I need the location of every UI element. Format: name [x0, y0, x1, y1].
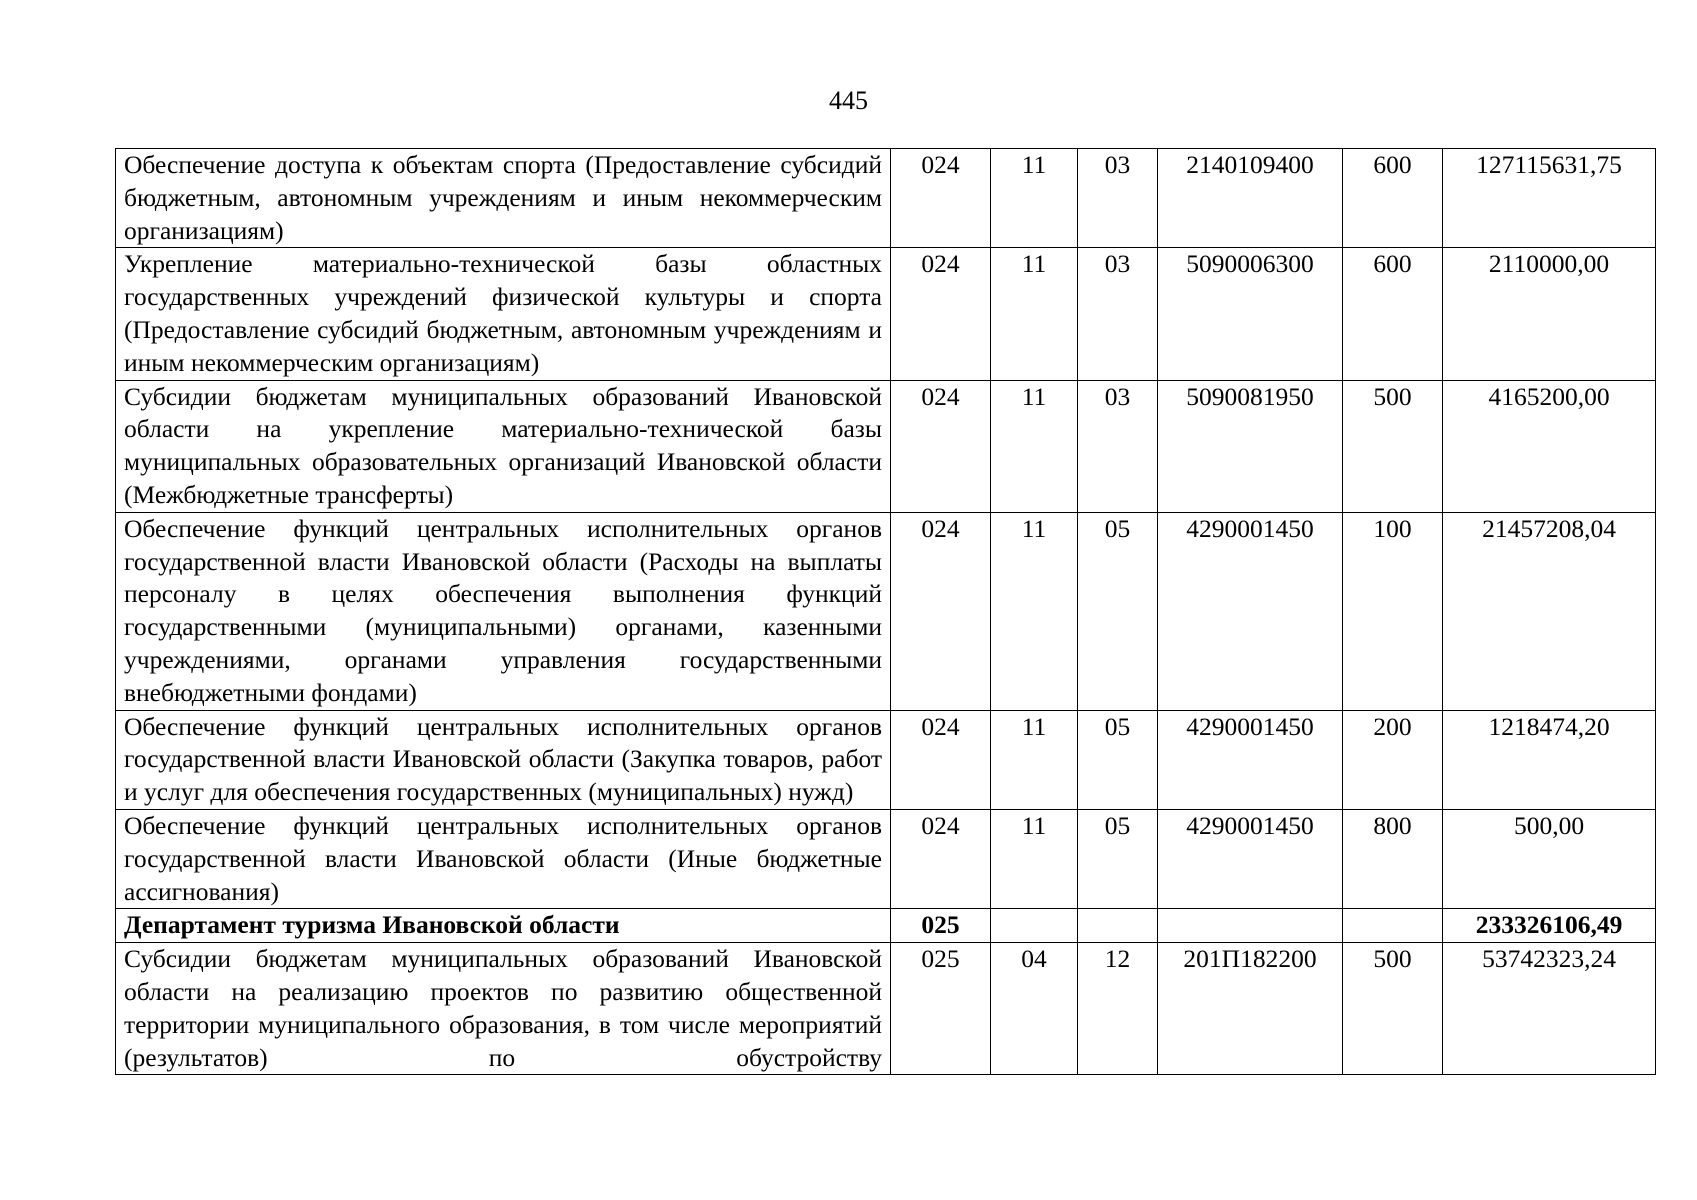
amount: 500,00 — [1443, 809, 1656, 908]
target-item-code: 201П182200 — [1158, 943, 1343, 1075]
row-description: Обеспечение функций центральных исполнительных органов государственной власти Ивановской области (Иные бюджетные ассигнования) — [116, 809, 891, 908]
table-row — [116, 710, 1656, 809]
row-description: Обеспечение функций центральных исполнительных органов государственной власти Ивановской области (Закупка товаров, работ и услуг для обеспечения государственных (муниципальных) нужд) — [116, 710, 891, 809]
ministry-code: 025 — [891, 909, 991, 943]
target-item-code — [1158, 909, 1343, 943]
budget-table — [115, 148, 1656, 1075]
table-row — [116, 512, 1656, 710]
ministry-code: 024 — [891, 809, 991, 908]
subsection-code: 05 — [1078, 809, 1158, 908]
target-item-code: 5090006300 — [1158, 248, 1343, 380]
department-title: Департамент туризма Ивановской области — [116, 909, 891, 943]
subsection-code: 03 — [1078, 149, 1158, 248]
row-description: Субсидии бюджетам муниципальных образований Ивановской области на реализацию проектов по развитию общественной территории муниципального образования, в том числе мероприятий (результатов) по обустройству — [116, 943, 891, 1075]
target-item-code: 5090081950 — [1158, 380, 1343, 512]
section-code: 11 — [991, 248, 1078, 380]
expense-type-code: 500 — [1343, 943, 1443, 1075]
table-row — [116, 149, 1656, 248]
amount: 53742323,24 — [1443, 943, 1656, 1075]
expense-type-code: 500 — [1343, 380, 1443, 512]
section-code: 04 — [991, 943, 1078, 1075]
section-code: 11 — [991, 809, 1078, 908]
section-code: 11 — [991, 380, 1078, 512]
table-row — [116, 248, 1656, 380]
amount: 21457208,04 — [1443, 512, 1656, 710]
target-item-code: 4290001450 — [1158, 512, 1343, 710]
section-code: 11 — [991, 710, 1078, 809]
subsection-code — [1078, 909, 1158, 943]
ministry-code: 024 — [891, 149, 991, 248]
subsection-code: 05 — [1078, 710, 1158, 809]
expense-type-code — [1343, 909, 1443, 943]
ministry-code: 024 — [891, 710, 991, 809]
ministry-code: 025 — [891, 943, 991, 1075]
row-description: Субсидии бюджетам муниципальных образований Ивановской области на укрепление материально-технической базы муниципальных образовательных организаций Ивановской области (Межбюджетные трансферты) — [116, 380, 891, 512]
expense-type-code: 200 — [1343, 710, 1443, 809]
row-description: Обеспечение доступа к объектам спорта (Предоставление субсидий бюджетным, автономным учреждениям и иным некоммерческим организациям) — [116, 149, 891, 248]
expense-type-code: 100 — [1343, 512, 1443, 710]
target-item-code: 4290001450 — [1158, 809, 1343, 908]
row-description: Обеспечение функций центральных исполнительных органов государственной власти Ивановской области (Расходы на выплаты персоналу в целях обеспечения выполнения функций государственными (муниципальными) органами, казенными учреждениями, органами управления государственными внебюджетными фондами) — [116, 512, 891, 710]
target-item-code: 4290001450 — [1158, 710, 1343, 809]
amount: 4165200,00 — [1443, 380, 1656, 512]
amount: 1218474,20 — [1443, 710, 1656, 809]
subsection-code: 03 — [1078, 380, 1158, 512]
target-item-code: 2140109400 — [1158, 149, 1343, 248]
amount: 2110000,00 — [1443, 248, 1656, 380]
subsection-code: 03 — [1078, 248, 1158, 380]
expense-type-code: 800 — [1343, 809, 1443, 908]
ministry-code: 024 — [891, 512, 991, 710]
section-code: 11 — [991, 512, 1078, 710]
table-row — [116, 809, 1656, 908]
department-total-row — [116, 909, 1656, 943]
amount: 127115631,75 — [1443, 149, 1656, 248]
row-description: Укрепление материально-технической базы областных государственных учреждений физической культуры и спорта (Предоставление субсидий бюджетным, автономным учреждениям и иным некоммерческим организациям) — [116, 248, 891, 380]
page-number: 445 — [829, 86, 868, 115]
table-row — [116, 943, 1656, 1075]
subsection-code: 05 — [1078, 512, 1158, 710]
ministry-code: 024 — [891, 380, 991, 512]
section-code — [991, 909, 1078, 943]
subsection-code: 12 — [1078, 943, 1158, 1075]
department-total-amount: 233326106,49 — [1443, 909, 1656, 943]
expense-type-code: 600 — [1343, 248, 1443, 380]
ministry-code: 024 — [891, 248, 991, 380]
table-row — [116, 380, 1656, 512]
section-code: 11 — [991, 149, 1078, 248]
expense-type-code: 600 — [1343, 149, 1443, 248]
